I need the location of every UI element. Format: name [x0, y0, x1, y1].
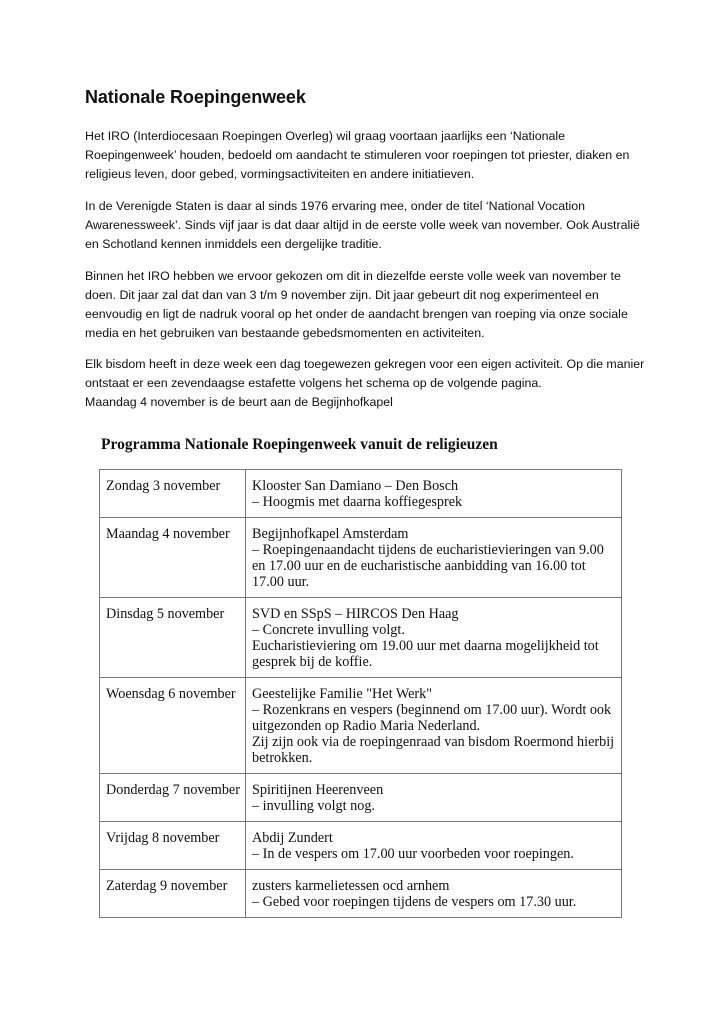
program-description-line: betrokken. — [252, 750, 313, 766]
program-description-line: Begijnhofkapel Amsterdam — [252, 526, 409, 542]
program-description-line: Spiritijnen Heerenveen — [252, 782, 384, 798]
program-description-line: – Hoogmis met daarna koffiegesprek — [252, 494, 463, 510]
program-day-cell: Woensdag 6 november — [100, 678, 246, 774]
program-day-cell: Zondag 3 november — [100, 470, 246, 518]
program-description-cell — [246, 822, 622, 870]
program-description-cell — [246, 774, 622, 822]
paragraph-line: religieus leven, door gebed, vormingsactiviteiten en andere initiatieven. — [85, 167, 475, 181]
paragraph-line: media en het gebruiken van bestaande gebedsmomenten en activiteiten. — [85, 326, 485, 340]
program-row — [100, 822, 622, 870]
paragraph-line: Binnen het IRO hebben we ervoor gekozen om dit in diezelfde eerste volle week van november te — [85, 269, 621, 283]
program-description-line: gesprek bij de koffie. — [252, 654, 373, 670]
paragraph-line: Awarenessweek’. Sinds vijf jaar is dat daar altijd in de eerste volle week van november. Ook Australië — [85, 218, 640, 232]
program-description-cell — [246, 870, 622, 918]
paragraph-schedule-intro — [85, 355, 645, 412]
program-title: Programma Nationale Roepingenweek vanuit de religieuzen — [101, 436, 498, 453]
paragraph-line: doen. Dit jaar zal dat dan van 3 t/m 9 november zijn. Dit jaar gebeurt dit nog experimenteel en — [85, 288, 599, 302]
program-description-line: Eucharistieviering om 19.00 uur met daarna mogelijkheid tot — [252, 638, 599, 654]
program-description-line: – Rozenkrans en vespers (beginnend om 17.00 uur). Wordt ook — [252, 702, 612, 718]
program-description-line: – Concrete invulling volgt. — [252, 622, 405, 638]
program-description-line: uitgezonden op Radio Maria Nederland. — [252, 718, 481, 734]
paragraph-line: Het IRO (Interdiocesaan Roepingen Overleg) wil graag voortaan jaarlijks een ‘Nationale — [85, 129, 566, 143]
program-table-body — [100, 470, 622, 918]
program-description-line: – In de vespers om 17.00 uur voorbeden voor roepingen. — [252, 846, 574, 862]
paragraph-line: Roepingenweek’ houden, bedoeld om aandacht te stimuleren voor roepingen tot priester, diaken en — [85, 148, 630, 162]
program-row — [100, 598, 622, 678]
program-day-cell: Maandag 4 november — [100, 518, 246, 598]
program-description-line: – invulling volgt nog. — [252, 798, 375, 814]
program-description-cell — [246, 678, 622, 774]
program-description-line: Geestelijke Familie "Het Werk" — [252, 686, 432, 702]
program-row — [100, 470, 622, 518]
paragraph-line: ontstaat er een zevendaagse estafette volgens het schema op de volgende pagina. — [85, 376, 542, 390]
program-row — [100, 518, 622, 598]
paragraph-line: en Schotland kennen inmiddels een dergelijke traditie. — [85, 237, 382, 251]
paragraph-iro-choice — [85, 267, 645, 343]
paragraph-line: Elk bisdom heeft in deze week een dag toegewezen gekregen voor een eigen activiteit. Op die manier — [85, 357, 645, 371]
program-description-cell — [246, 518, 622, 598]
program-description-line: Zij zijn ook via de roepingenraad van bisdom Roermond hierbij — [252, 734, 615, 750]
program-description-line: – Roepingenaandacht tijdens de eucharistievieringen van 9.00 — [252, 542, 604, 558]
program-description-line: Abdij Zundert — [252, 830, 333, 846]
document-title: Nationale Roepingenweek — [85, 87, 306, 107]
program-row — [100, 774, 622, 822]
program-description-cell — [246, 470, 622, 518]
program-row — [100, 678, 622, 774]
paragraph-line: eenvoudig en ligt de nadruk vooral op het onder de aandacht brengen van roeping via onze sociale — [85, 307, 628, 321]
program-day-cell: Vrijdag 8 november — [100, 822, 246, 870]
program-day-cell: Zaterdag 9 november — [100, 870, 246, 918]
program-description-line: Klooster San Damiano – Den Bosch — [252, 478, 459, 494]
program-description-cell — [246, 598, 622, 678]
program-description-line: – Gebed voor roepingen tijdens de vespers om 17.30 uur. — [252, 894, 577, 910]
program-table — [99, 469, 622, 918]
paragraph-intro — [85, 127, 645, 184]
program-description-line: en 17.00 uur en de eucharistische aanbidding van 16.00 tot — [252, 558, 586, 574]
paragraph-line: In de Verenigde Staten is daar al sinds 1976 ervaring mee, onder de titel ‘National Vocation — [85, 199, 586, 213]
paragraph-united-states — [85, 197, 645, 254]
program-day-cell: Donderdag 7 november — [100, 774, 246, 822]
program-description-line: SVD en SSpS – HIRCOS Den Haag — [252, 606, 459, 622]
program-row — [100, 870, 622, 918]
program-day-cell: Dinsdag 5 november — [100, 598, 246, 678]
program-description-line: 17.00 uur. — [252, 574, 310, 590]
program-description-line: zusters karmelietessen ocd arnhem — [252, 878, 450, 894]
paragraph-line: Maandag 4 november is de beurt aan de Begijnhofkapel — [85, 395, 393, 409]
